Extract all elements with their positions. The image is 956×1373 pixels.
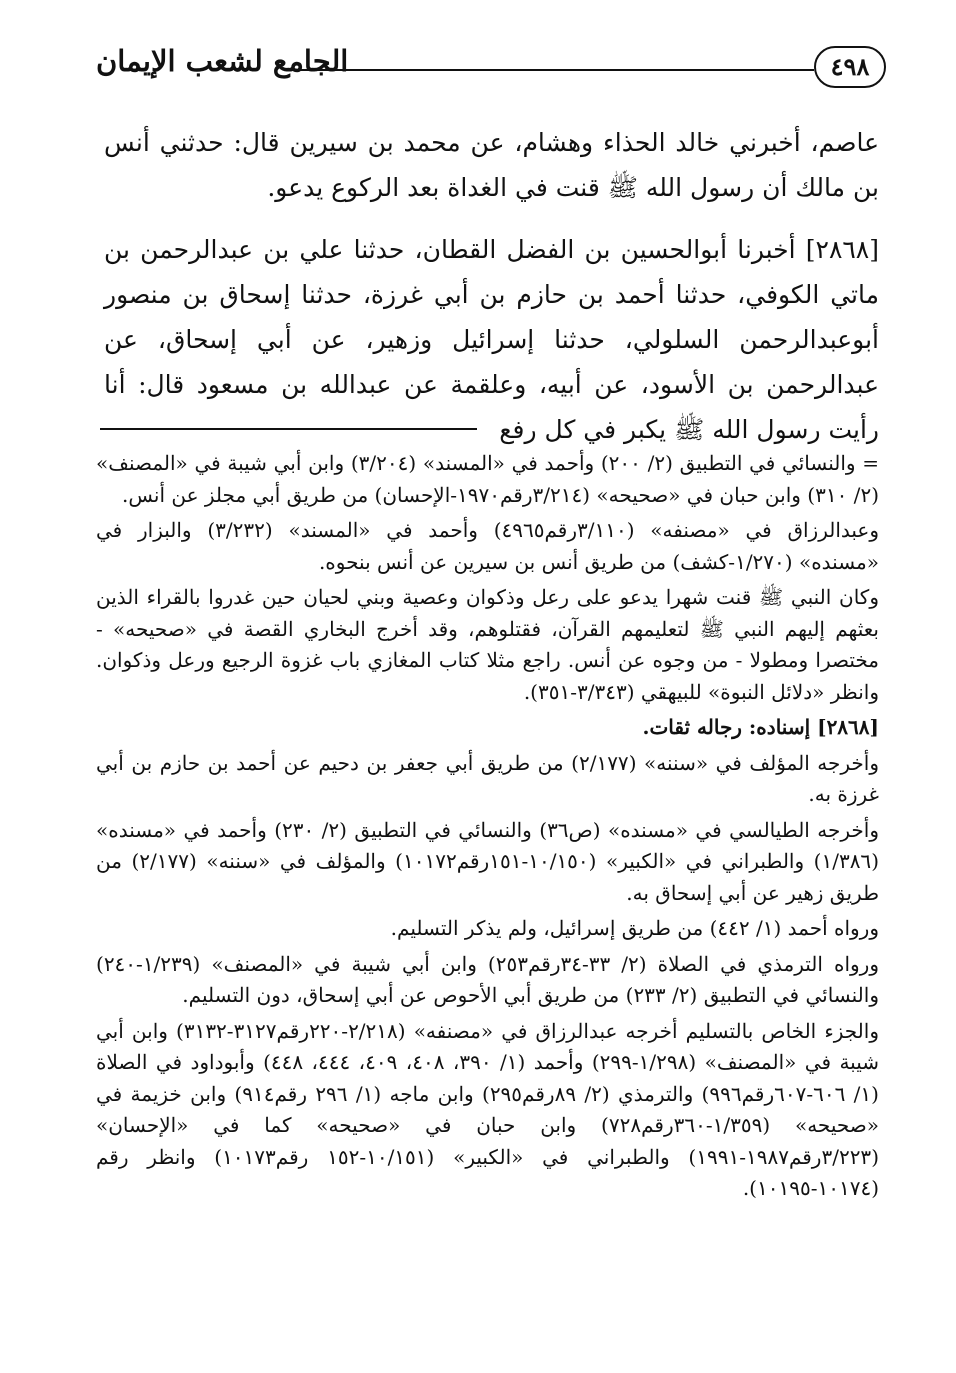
footnote-paragraph: وعبدالرزاق في «مصنفه» (٣/١١٠رقم٤٩٦٥) وأحمد في «المسند» (٣/٢٣٢) والبزار في «مسنده» (١/٢٧٠-كشف) من طريق أنس بن سيرين عن أنس بنحوه.: [96, 518, 880, 574]
main-text: [104, 120, 879, 452]
footnote-paragraph: وكان النبي ﷺ قنت شهرا يدعو على رعل وذكوان وعصية وبني لحيان حين غدروا بالقراء الذين بعثهم إليهم النبي ﷺ لتعليمهم القرآن، فقتلوهم، وقد أخرج البخاري القصة في «صحيحه» - مختصرا ومطولا - من وجوه عن أنس. راجع مثلا كتاب المغازي باب غزوة الرجيع ورعل وذكوان. وانظر «دلائل النبوة» للبيهقي (٣/٣٤٣-٣٥١).: [96, 585, 879, 704]
footnote-paragraph: ورواه أحمد (١/ ٤٤٢) من طريق إسرائيل، ولم يذكر التسليم.: [390, 916, 879, 940]
footnote-paragraph: وأخرجه الطيالسي في «مسنده» (ص٣٦) والنسائي في التطبيق (٢/ ٢٣٠) وأحمد في «مسنده» (١/٣٨٦) والطبراني في «الكبير» (١٠/١٥٠-١٥١رقم١٠١٧٢) والمؤلف في «سننه» (٢/١٧٧) من طريق زهير عن أبي إسحاق به.: [96, 817, 879, 905]
main-paragraph: عاصم، أخبرني خالد الحذاء وهشام، عن محمد بن سيرين قال: حدثني أنس بن مالك أن رسول الله ﷺ قنت في الغداة بعد الركوع يدعو.: [104, 128, 879, 202]
page-number: ٤٩٨: [814, 46, 886, 88]
footnote-paragraph: وأخرجه المؤلف في «سننه» (٢/١٧٧) من طريق أبي جعفر بن دحيم عن أحمد بن حازم بن أبي غرزة به.: [96, 750, 879, 806]
header-rule: [291, 69, 814, 71]
footnote-divider: [100, 428, 477, 430]
book-title: الجامع لشعب الإيمان: [96, 44, 349, 78]
footnotes: [96, 448, 879, 1205]
footnote-paragraph: = والنسائي في التطبيق (٢/ ٢٠٠) وأحمد في «المسند» (٣/٢٠٤) وابن أبي شيبة في «المصنف» (٢/ ٣١٠) وابن حبان في «صحيحه» (٣/٢١٤رقم١٩٧٠-الإحسان) من طريق أبي مجلز عن أنس.: [96, 451, 879, 507]
page-header: [96, 40, 886, 100]
footnote-paragraph: ورواه الترمذي في الصلاة (٢/ ٣٣-٣٤رقم٢٥٣) وابن أبي شيبة في «المصنف» (١/٢٣٩-٢٤٠) والنسائي في التطبيق (٢/ ٢٣٣) من طريق أبي الأحوص عن أبي إسحاق، دون التسليم.: [96, 951, 879, 1007]
footnote-heading: [٢٨٦٨] إسناده: رجاله ثقات.: [642, 715, 879, 739]
footnote-paragraph: والجزء الخاص بالتسليم أخرجه عبدالرزاق في «مصنفه» (٢/٢١٨-٢٢٠رقم٣١٢٧-٣١٣٢) وابن أبي شيبة في «المصنف» (١/٢٩٨-٢٩٩) وأحمد (١/ ٣٩٠، ٤٠٨، ٤٠٩، ٤٤٤، ٤٤٨) وأبوداود في الصلاة (١/ ٦٠٦-٦٠٧رقم٩٩٦) والترمذي (٢/ ٨٩رقم٢٩٥) وابن ماجه (١/ ٢٩٦ رقم٩١٤) وابن خزيمة في «صحيحه» (١/٣٥٩-٣٦٠رقم٧٢٨) وابن حبان في «صحيحه» كما في «الإحسان» (٣/٢٢٣رقم١٩٨٧-١٩٩١) والطبراني في «الكبير» (١٠/١٥١-١٥٢ رقم١٠١٧٣) وانظر رقم (١٠١٧٤-١٠١٩٥).: [96, 1018, 879, 1200]
main-paragraph: [٢٨٦٨] أخبرنا أبوالحسين بن الفضل القطان، حدثنا علي بن عبدالرحمن بن ماتي الكوفي، حدثنا أحمد بن حازم بن أبي غرزة، حدثنا إسحاق بن منصور أبوعبدالرحمن السلولي، حدثنا إسرائيل وزهير، عن أبي إسحاق، عن عبدالرحمن بن الأسود، عن أبيه، وعلقمة عن عبدالله بن مسعود قال: أنا رأيت رسول الله ﷺ يكبر في كل رفع: [104, 235, 879, 444]
